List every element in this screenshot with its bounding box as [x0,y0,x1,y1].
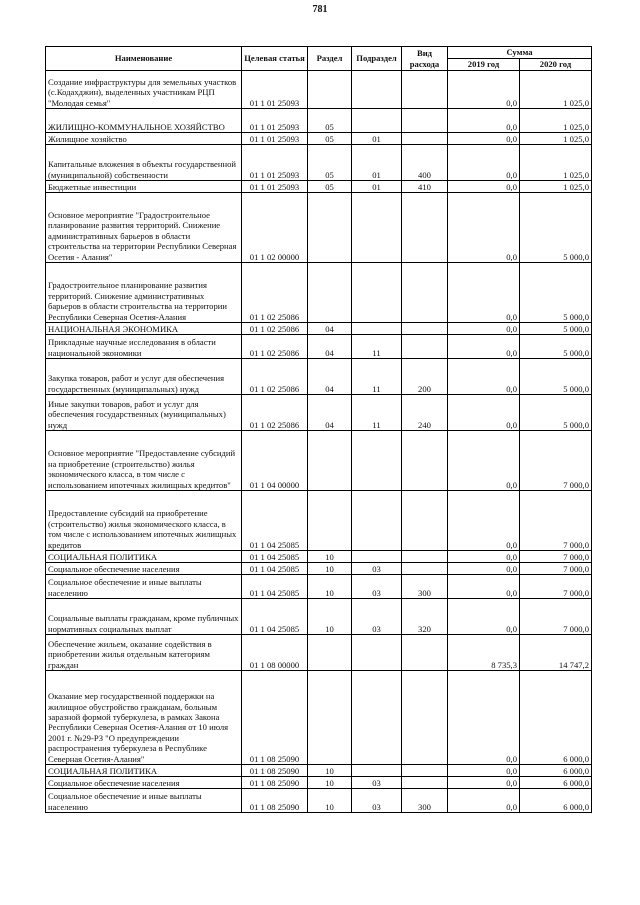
cell-section: 04 [308,335,352,359]
cell-expense-type [402,133,448,145]
cell-name: Градостроительное планирование развития территорий. Снижение административных барьеров в области строительства на территории Республики Северная Осетия-Алания [46,263,242,323]
table-row [46,551,592,563]
table-row [46,777,592,789]
cell-2019: 0,0 [448,431,520,491]
table-row [46,145,592,181]
cell-target: 01 1 01 25093 [242,109,308,133]
cell-section: 05 [308,109,352,133]
cell-subsection [352,431,402,491]
cell-section: 10 [308,765,352,777]
cell-expense-type [402,551,448,563]
budget-table [45,46,592,813]
cell-target: 01 1 02 25086 [242,263,308,323]
cell-section [308,671,352,765]
cell-subsection [352,263,402,323]
table-row [46,765,592,777]
cell-2020: 7 000,0 [520,431,592,491]
cell-section: 10 [308,599,352,635]
cell-subsection [352,765,402,777]
cell-section [308,635,352,671]
table-row [46,359,592,395]
cell-target: 01 1 01 25093 [242,71,308,109]
cell-section: 04 [308,395,352,431]
cell-2020: 1 025,0 [520,181,592,193]
cell-section [308,431,352,491]
cell-subsection [352,193,402,263]
table-row [46,263,592,323]
cell-expense-type: 400 [402,145,448,181]
cell-target: 01 1 04 25085 [242,551,308,563]
cell-name: Иные закупки товаров, работ и услуг для обеспечения государственных (муниципальных) нужд [46,395,242,431]
cell-name: Основное мероприятие "Предоставление субсидий на приобретение (строительство) жилья экономического класса, в том числе с использованием ипотечных жилищных кредитов" [46,431,242,491]
cell-target: 01 1 04 25085 [242,491,308,551]
cell-expense-type: 200 [402,359,448,395]
cell-target: 01 1 01 25093 [242,145,308,181]
cell-subsection: 01 [352,133,402,145]
cell-target: 01 1 04 25085 [242,575,308,599]
cell-expense-type [402,635,448,671]
cell-expense-type [402,109,448,133]
table-row [46,395,592,431]
cell-name: Обеспечение жильем, оказание содействия в приобретении жилья отдельным категориям граждан [46,635,242,671]
cell-target: 01 1 02 25086 [242,359,308,395]
cell-section [308,491,352,551]
cell-expense-type [402,335,448,359]
cell-2020: 7 000,0 [520,491,592,551]
cell-section: 10 [308,551,352,563]
header-target: Целевая статья [242,47,308,71]
cell-2019: 0,0 [448,133,520,145]
cell-subsection: 01 [352,181,402,193]
cell-2020: 7 000,0 [520,599,592,635]
cell-2020: 14 747,2 [520,635,592,671]
cell-subsection [352,551,402,563]
cell-2020: 6 000,0 [520,777,592,789]
cell-section: 10 [308,777,352,789]
table-row [46,789,592,813]
cell-target: 01 1 02 25086 [242,395,308,431]
table-row [46,71,592,109]
cell-name: ЖИЛИЩНО-КОММУНАЛЬНОЕ ХОЗЯЙСТВО [46,109,242,133]
cell-subsection [352,109,402,133]
cell-expense-type [402,263,448,323]
cell-subsection [352,671,402,765]
cell-2019: 0,0 [448,71,520,109]
header-year-2020: 2020 год [520,59,592,71]
cell-expense-type [402,671,448,765]
cell-name: СОЦИАЛЬНАЯ ПОЛИТИКА [46,765,242,777]
cell-expense-type: 300 [402,789,448,813]
cell-target: 01 1 02 25086 [242,323,308,335]
cell-target: 01 1 02 00000 [242,193,308,263]
cell-2020: 1 025,0 [520,133,592,145]
cell-2019: 0,0 [448,599,520,635]
cell-2020: 6 000,0 [520,789,592,813]
header-section: Раздел [308,47,352,71]
cell-2020: 5 000,0 [520,193,592,263]
cell-2020: 5 000,0 [520,335,592,359]
cell-section: 05 [308,145,352,181]
cell-2019: 0,0 [448,193,520,263]
cell-name: СОЦИАЛЬНАЯ ПОЛИТИКА [46,551,242,563]
cell-name: Создание инфраструктуры для земельных участков (с.Кодахджин), выделенных участникам РЦП "Молодая семья" [46,71,242,109]
cell-target: 01 1 04 25085 [242,563,308,575]
cell-name: Бюджетные инвестиции [46,181,242,193]
cell-name: Предоставление субсидий на приобретение (строительство) жилья экономического класса, в том числе с использованием ипотечных жилищных кредитов [46,491,242,551]
cell-name: Социальное обеспечение и иные выплаты населению [46,575,242,599]
table-row [46,193,592,263]
cell-section [308,71,352,109]
cell-subsection: 03 [352,599,402,635]
cell-subsection: 11 [352,335,402,359]
table-row [46,109,592,133]
cell-2019: 0,0 [448,575,520,599]
cell-name: Оказание мер государственной поддержки на жилищное обустройство гражданам, больным заразной формой туберкулеза, в рамках Закона Республики Северная Осетия-Алания от 10 июля 2001 г. №29-РЗ "О предупреждении распространения туберкулеза в Республике Северная Осетия-Алания" [46,671,242,765]
table-body [46,71,592,813]
cell-2020: 6 000,0 [520,671,592,765]
header-expense-type: Вид расхода [402,47,448,71]
table-row [46,635,592,671]
cell-section: 10 [308,563,352,575]
cell-name: НАЦИОНАЛЬНАЯ ЭКОНОМИКА [46,323,242,335]
cell-subsection [352,323,402,335]
cell-2019: 0,0 [448,491,520,551]
cell-name: Жилищное хозяйство [46,133,242,145]
cell-2020: 7 000,0 [520,551,592,563]
cell-expense-type [402,765,448,777]
cell-2019: 0,0 [448,671,520,765]
table-row [46,599,592,635]
table-row [46,431,592,491]
cell-2020: 5 000,0 [520,395,592,431]
table-row [46,563,592,575]
header-name: Наименование [46,47,242,71]
cell-name: Социальное обеспечение населения [46,563,242,575]
cell-expense-type [402,431,448,491]
cell-2019: 0,0 [448,395,520,431]
cell-target: 01 1 04 25085 [242,599,308,635]
cell-subsection: 01 [352,145,402,181]
cell-2020: 1 025,0 [520,71,592,109]
cell-target: 01 1 04 00000 [242,431,308,491]
cell-2019: 0,0 [448,145,520,181]
cell-2019: 0,0 [448,359,520,395]
cell-2020: 6 000,0 [520,765,592,777]
cell-subsection: 03 [352,563,402,575]
cell-expense-type [402,323,448,335]
cell-expense-type: 410 [402,181,448,193]
cell-2019: 0,0 [448,109,520,133]
cell-section: 04 [308,323,352,335]
cell-subsection [352,635,402,671]
cell-2019: 0,0 [448,563,520,575]
cell-name: Социальное обеспечение населения [46,777,242,789]
cell-expense-type [402,777,448,789]
cell-section: 10 [308,789,352,813]
cell-expense-type: 300 [402,575,448,599]
cell-2020: 7 000,0 [520,575,592,599]
cell-2019: 0,0 [448,181,520,193]
header-year-2019: 2019 год [448,59,520,71]
table-row [46,491,592,551]
cell-2020: 5 000,0 [520,263,592,323]
cell-section: 10 [308,575,352,599]
cell-subsection: 03 [352,777,402,789]
cell-section: 05 [308,133,352,145]
cell-section: 05 [308,181,352,193]
cell-2020: 1 025,0 [520,109,592,133]
cell-target: 01 1 08 25090 [242,765,308,777]
cell-subsection: 11 [352,359,402,395]
cell-name: Основное мероприятие "Градостроительное планирование развития территорий. Снижение административных барьеров в области строительства на территории Республики Северная Осетия - Алания" [46,193,242,263]
table-row [46,671,592,765]
cell-expense-type [402,491,448,551]
cell-expense-type [402,71,448,109]
cell-2019: 0,0 [448,777,520,789]
cell-2020: 5 000,0 [520,323,592,335]
table-row [46,335,592,359]
cell-expense-type: 320 [402,599,448,635]
cell-2019: 0,0 [448,551,520,563]
cell-2019: 0,0 [448,335,520,359]
cell-target: 01 1 08 25090 [242,671,308,765]
cell-target: 01 1 08 25090 [242,777,308,789]
cell-name: Социальные выплаты гражданам, кроме публичных нормативных социальных выплат [46,599,242,635]
table-row [46,181,592,193]
cell-section [308,263,352,323]
cell-subsection: 03 [352,789,402,813]
cell-2019: 0,0 [448,789,520,813]
table-row [46,575,592,599]
header-sum: Сумма [448,47,592,59]
cell-2020: 5 000,0 [520,359,592,395]
cell-target: 01 1 08 00000 [242,635,308,671]
cell-2019: 0,0 [448,323,520,335]
cell-name: Социальное обеспечение и иные выплаты населению [46,789,242,813]
cell-expense-type [402,563,448,575]
cell-target: 01 1 01 25093 [242,181,308,193]
cell-expense-type: 240 [402,395,448,431]
cell-section: 04 [308,359,352,395]
cell-subsection [352,491,402,551]
cell-name: Закупка товаров, работ и услуг для обеспечения государственных (муниципальных) нужд [46,359,242,395]
cell-target: 01 1 02 25086 [242,335,308,359]
table-row [46,133,592,145]
cell-2019: 0,0 [448,765,520,777]
header-subsection: Подраздел [352,47,402,71]
cell-expense-type [402,193,448,263]
cell-subsection [352,71,402,109]
cell-name: Капитальные вложения в объекты государственной (муниципальной) собственности [46,145,242,181]
cell-2020: 1 025,0 [520,145,592,181]
cell-subsection: 11 [352,395,402,431]
cell-2020: 7 000,0 [520,563,592,575]
cell-target: 01 1 08 25090 [242,789,308,813]
table-row [46,323,592,335]
cell-subsection: 03 [352,575,402,599]
page-number: 781 [312,4,328,15]
cell-name: Прикладные научные исследования в области национальной экономики [46,335,242,359]
cell-2019: 0,0 [448,263,520,323]
cell-2019: 8 735,3 [448,635,520,671]
cell-section [308,193,352,263]
cell-target: 01 1 01 25093 [242,133,308,145]
